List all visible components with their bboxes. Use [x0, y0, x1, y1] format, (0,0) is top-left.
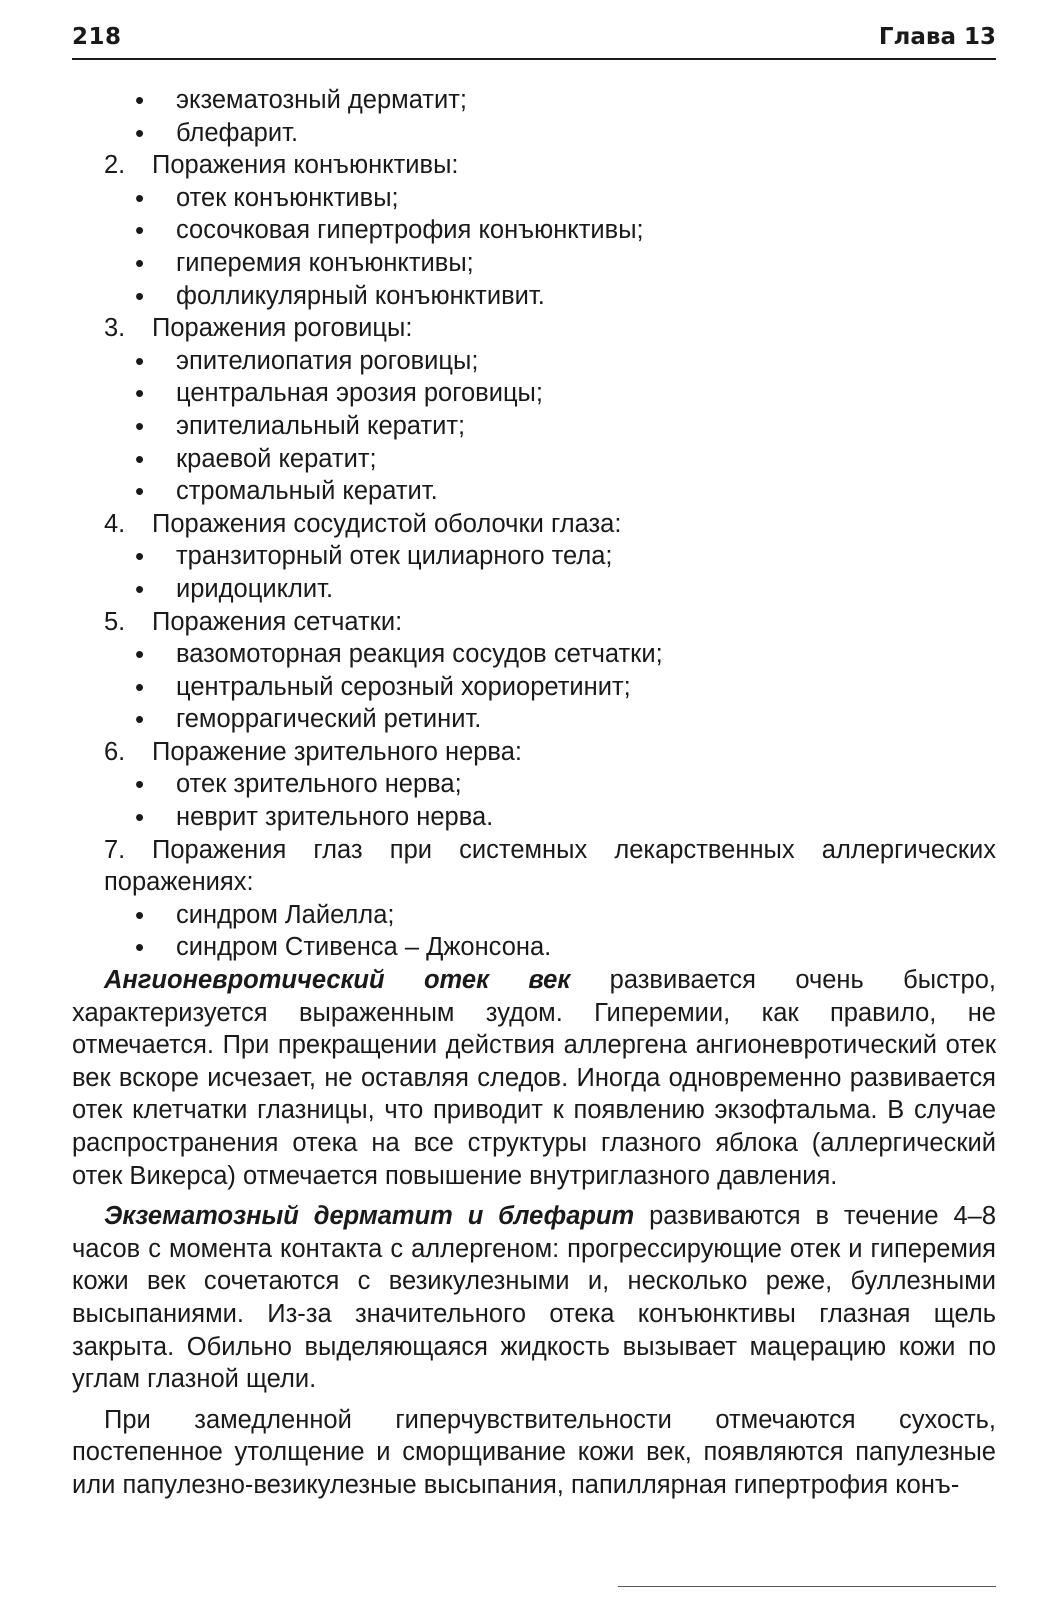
- list-item: • отек зрительного нерва;: [72, 768, 996, 801]
- list-item: • синдром Стивенса – Джонсона.: [72, 931, 996, 964]
- numbered-heading: [72, 606, 996, 639]
- list-item: • эпителиопатия роговицы;: [72, 345, 996, 378]
- list-item: • иридоциклит.: [72, 573, 996, 606]
- item-number: 4.: [104, 509, 126, 538]
- item-number: 3.: [104, 314, 126, 343]
- list-item: • транзиторный отек цилиарного тела;: [72, 540, 996, 573]
- item-number: 5.: [104, 607, 126, 636]
- numbered-heading-text: Поражения глаз при системных лекарственных аллергических поражениях:: [104, 835, 996, 897]
- list-item: • отек конъюнктивы;: [72, 182, 996, 215]
- numbered-heading-text: Поражения конъюнктивы:: [152, 151, 459, 180]
- list-item: • сосочковая гипертрофия конъюнктивы;: [72, 214, 996, 247]
- list-item: • центральная эрозия роговицы;: [72, 377, 996, 410]
- paragraph-eczematous-dermatitis: [72, 1200, 996, 1396]
- list-item: • фолликулярный конъюнктивит.: [72, 280, 996, 313]
- paragraph-text: развиваются в течение 4–8 часов с момента контакта с аллергеном: прогрессирующие отек и гиперемия кожи век сочетаются с везикулезными и, несколько реже, буллезными высыпаниями. Из-за значительного отека конъюнктивы глазная щель закрыта. Обильно выделяющаяся жидкость вызывает мацерацию кожи по углам глазной щели.: [72, 1202, 996, 1394]
- paragraph-lead-term: Ангионевротический отек век: [104, 966, 571, 995]
- numbered-heading: [72, 508, 996, 541]
- list-item: • краевой кератит;: [72, 443, 996, 476]
- paragraph-text: развивается очень быстро, характеризуется выраженным зудом. Гиперемии, как правило, не отмечается. При прекращении действия аллергена ангионевротический отек век вскоре исчезает, не оставляя следов. Иногда одновременно развивается отек клетчатки глазницы, что приводит к появлению экзофтальма. В случае распространения отека на все структуры глазного яблока (аллергический отек Викерса) отмечается повышение внутриглазного давления.: [72, 966, 996, 1190]
- page-number: 218: [72, 24, 122, 50]
- numbered-heading: [72, 312, 996, 345]
- page-header: [72, 24, 996, 60]
- list-item: • экзематозный дерматит;: [72, 84, 996, 117]
- numbered-heading-text: Поражения роговицы:: [152, 314, 413, 343]
- list-item: • блефарит.: [72, 117, 996, 150]
- numbered-heading: [72, 149, 996, 182]
- item-number: 7.: [104, 835, 126, 864]
- paragraph-angioedema: [72, 964, 996, 1192]
- list-item: • гиперемия конъюнктивы;: [72, 247, 996, 280]
- list-item: • стромальный кератит.: [72, 475, 996, 508]
- numbered-heading: [72, 736, 996, 769]
- item-number: 2.: [104, 151, 126, 180]
- list-item: • неврит зрительного нерва.: [72, 801, 996, 834]
- footer-rule: [618, 1586, 996, 1587]
- item-number: 6.: [104, 737, 126, 766]
- list-item: • синдром Лайелла;: [72, 899, 996, 932]
- numbered-heading: [72, 834, 996, 899]
- list-item: • вазомоторная реакция сосудов сетчатки;: [72, 638, 996, 671]
- running-head: Глава 13: [878, 24, 996, 50]
- page-body: [72, 84, 996, 1502]
- list-item: • геморрагический ретинит.: [72, 703, 996, 736]
- paragraph-lead-term: Экзематозный дерматит и блефарит: [104, 1202, 635, 1231]
- paragraph-text: При замедленной гиперчувствительности отмечаются сухость, постепенное утолщение и сморщивание кожи век, появляются папулезные или папулезно-везикулезные высыпания, папиллярная гипертрофия конъ-: [72, 1405, 996, 1499]
- numbered-heading-text: Поражения сосудистой оболочки глаза:: [152, 509, 622, 538]
- numbered-heading-text: Поражение зрительного нерва:: [152, 737, 522, 766]
- list-item: • эпителиальный кератит;: [72, 410, 996, 443]
- numbered-heading-text: Поражения сетчатки:: [152, 607, 403, 636]
- paragraph-delayed-hypersensitivity: [72, 1404, 996, 1502]
- list-item: • центральный серозный хориоретинит;: [72, 671, 996, 704]
